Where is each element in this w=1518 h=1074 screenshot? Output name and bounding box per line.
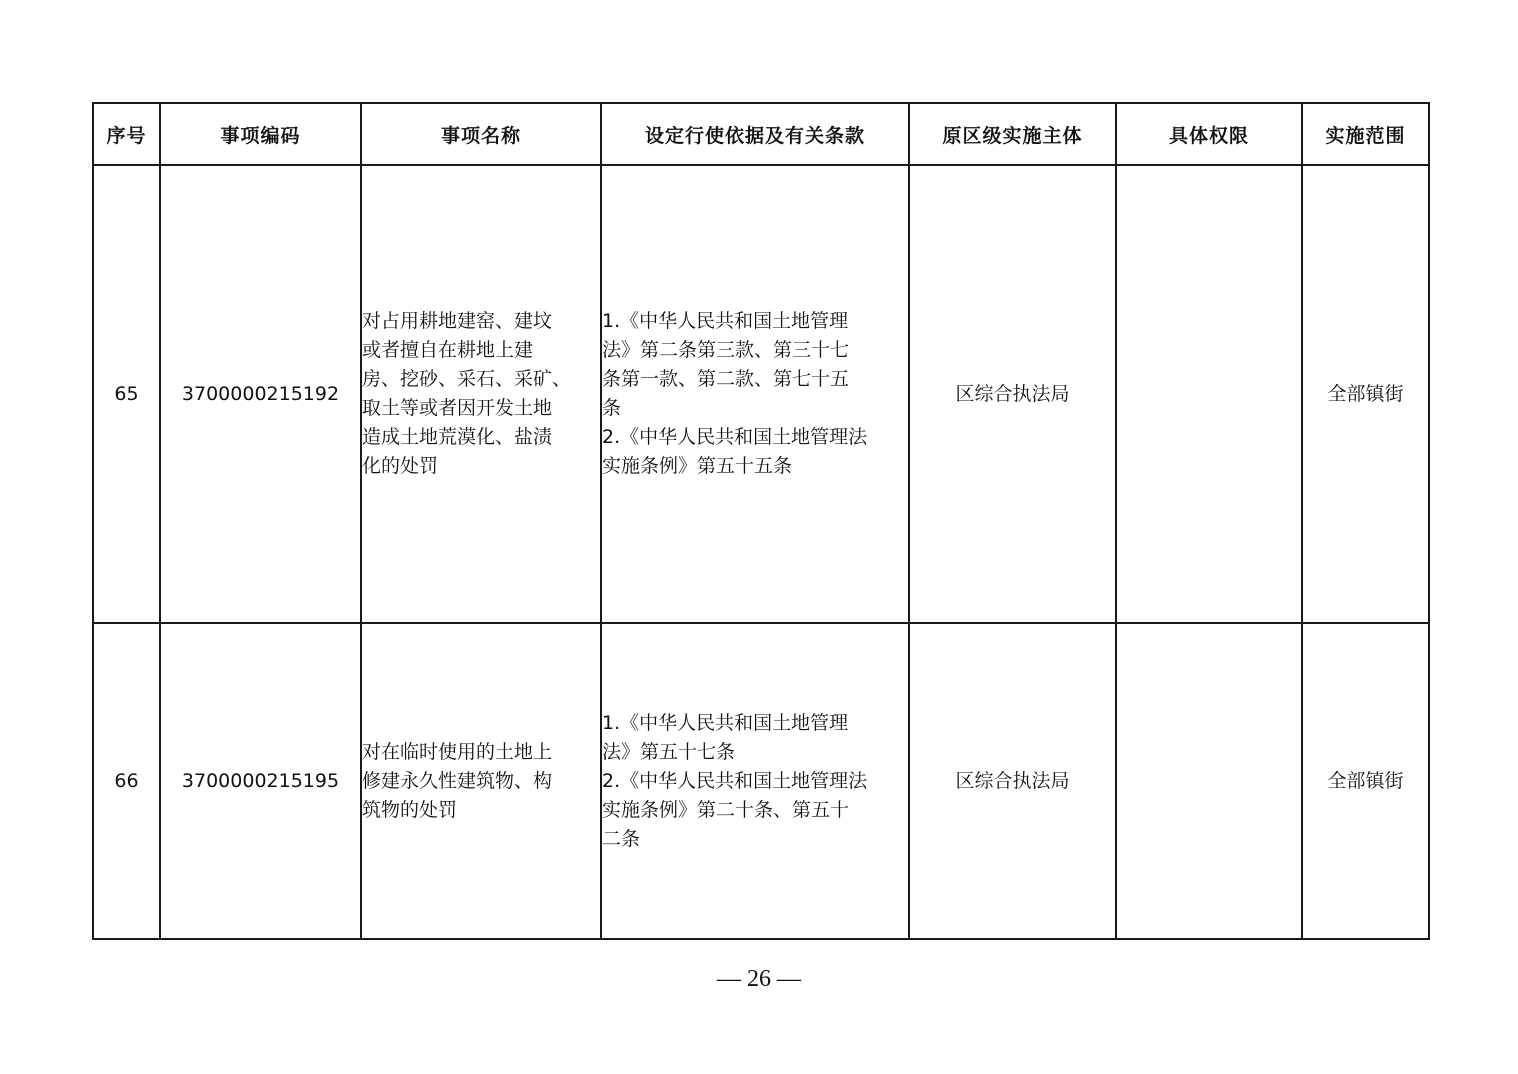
cell-subject: 区综合执法局 bbox=[909, 623, 1116, 939]
basis-line: 条第一款、第二款、第七十五 bbox=[602, 368, 850, 390]
cell-scope: 全部镇街 bbox=[1302, 623, 1429, 939]
items-table bbox=[92, 102, 1430, 940]
header-code: 事项编码 bbox=[160, 103, 361, 165]
cell-basis bbox=[601, 623, 909, 939]
name-line: 房、挖砂、采石、采矿、 bbox=[362, 368, 572, 390]
basis-line: 实施条例》第五十五条 bbox=[602, 455, 793, 477]
cell-seq: 65 bbox=[93, 165, 160, 623]
cell-name bbox=[361, 623, 601, 939]
basis-line: 实施条例》第二十条、第五十 bbox=[602, 798, 850, 821]
basis-line: 条 bbox=[602, 397, 622, 419]
cell-seq: 66 bbox=[93, 623, 160, 939]
header-name: 事项名称 bbox=[361, 103, 601, 165]
basis-line: 1.《中华人民共和国土地管理 bbox=[602, 310, 849, 332]
name-line: 对占用耕地建窑、建坟 bbox=[362, 310, 553, 332]
basis-line: 法》第二条第三款、第三十七 bbox=[602, 339, 850, 361]
name-line: 取土等或者因开发土地 bbox=[362, 397, 553, 419]
basis-line: 二条 bbox=[602, 827, 641, 850]
name-line: 造成土地荒漠化、盐渍 bbox=[362, 426, 553, 448]
cell-subject: 区综合执法局 bbox=[909, 165, 1116, 623]
header-seq: 序号 bbox=[93, 103, 160, 165]
basis-line: 法》第五十七条 bbox=[602, 740, 736, 763]
cell-name bbox=[361, 165, 601, 623]
header-authority: 具体权限 bbox=[1116, 103, 1302, 165]
basis-line: 1.《中华人民共和国土地管理 bbox=[602, 711, 849, 734]
table-header-row bbox=[93, 103, 1429, 165]
header-subject: 原区级实施主体 bbox=[909, 103, 1116, 165]
cell-scope: 全部镇街 bbox=[1302, 165, 1429, 623]
name-line: 筑物的处罚 bbox=[362, 798, 458, 821]
header-basis: 设定行使依据及有关条款 bbox=[601, 103, 909, 165]
name-line: 修建永久性建筑物、构 bbox=[362, 769, 553, 792]
cell-code: 3700000215195 bbox=[160, 623, 361, 939]
table-row bbox=[93, 165, 1429, 623]
cell-authority bbox=[1116, 623, 1302, 939]
basis-line: 2.《中华人民共和国土地管理法 bbox=[602, 769, 868, 792]
name-line: 化的处罚 bbox=[362, 455, 439, 477]
cell-authority bbox=[1116, 165, 1302, 623]
page-number: — 26 — bbox=[717, 966, 801, 992]
name-line: 对在临时使用的土地上 bbox=[362, 740, 553, 763]
header-scope: 实施范围 bbox=[1302, 103, 1429, 165]
cell-code: 3700000215192 bbox=[160, 165, 361, 623]
table-row bbox=[93, 623, 1429, 939]
cell-basis bbox=[601, 165, 909, 623]
basis-line: 2.《中华人民共和国土地管理法 bbox=[602, 426, 868, 448]
name-line: 或者擅自在耕地上建 bbox=[362, 339, 534, 361]
